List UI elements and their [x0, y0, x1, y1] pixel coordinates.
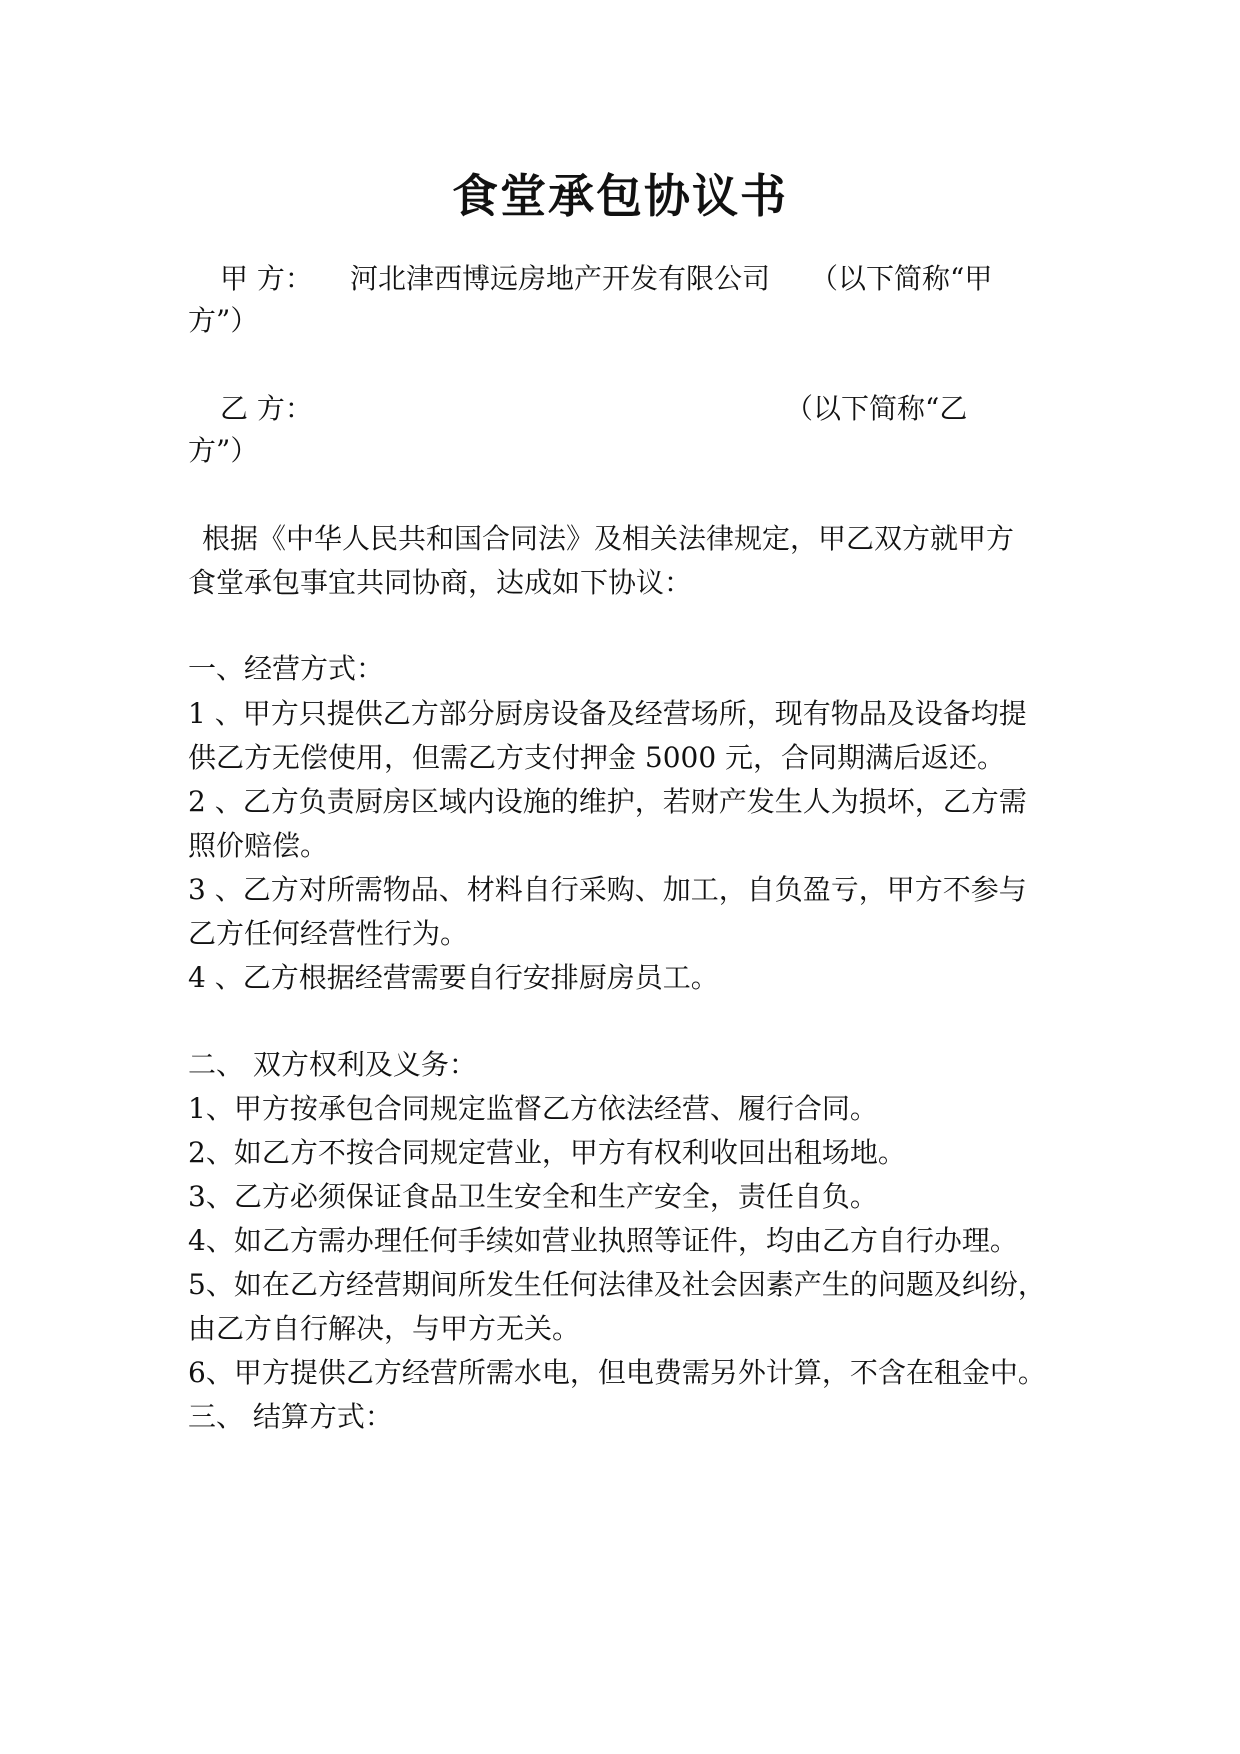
- section2-line-6: 由乙方自行解决，与甲方无关。: [188, 1312, 581, 1345]
- section2-line-2: 2、如乙方不按合同规定营业，甲方有权利收回出租场地。: [188, 1136, 906, 1169]
- party-a-abbr-2: 方”）: [188, 304, 259, 337]
- section1-line-7: 4 、乙方根据经营需要自行安排厨房员工。: [188, 961, 719, 994]
- party-a-name: 河北津西博远房地产开发有限公司: [350, 262, 771, 295]
- party-a-line: [220, 262, 313, 296]
- party-b-abbr-1: （以下简称“乙: [785, 392, 968, 425]
- section1-line-3: 2 、乙方负责厨房区域内设施的维护，若财产发生人为损坏，乙方需: [188, 785, 1027, 818]
- section1-line-6: 乙方任何经营性行为。: [188, 917, 469, 950]
- section1-line-1: 1 、甲方只提供乙方部分厨房设备及经营场所，现有物品及设备均提: [188, 697, 1027, 730]
- section2-line-1: 1、甲方按承包合同规定监督乙方依法经营、履行合同。: [188, 1092, 878, 1125]
- section3-heading: 三、 结算方式：: [188, 1400, 393, 1433]
- section1-heading: 一、经营方式：: [188, 652, 385, 685]
- party-b-abbr-2: 方”）: [188, 434, 259, 467]
- section2-line-5: 5、如在乙方经营期间所发生任何法律及社会因素产生的问题及纠纷，: [188, 1268, 1046, 1301]
- section1-line-2: 供乙方无偿使用，但需乙方支付押金 5000 元，合同期满后返还。: [188, 741, 1006, 774]
- party-a-abbr-1: （以下简称“甲: [810, 262, 993, 295]
- section2-line-3: 3、乙方必须保证食品卫生安全和生产安全，责任自负。: [188, 1180, 878, 1213]
- party-b-label: 乙 方：: [220, 392, 313, 425]
- document-title: 食堂承包协议书: [452, 169, 788, 223]
- section2-line-7: 6、甲方提供乙方经营所需水电，但电费需另外计算，不含在租金中。: [188, 1356, 1046, 1389]
- preamble-line-1: 根据《中华人民共和国合同法》及相关法律规定，甲乙双方就甲方: [202, 522, 1015, 555]
- section1-line-4: 照价赔偿。: [188, 829, 329, 862]
- preamble-line-2: 食堂承包事宜共同协商，达成如下协议：: [188, 566, 693, 599]
- party-a-label: 甲 方：: [220, 262, 313, 295]
- section2-line-4: 4、如乙方需办理任何手续如营业执照等证件，均由乙方自行办理。: [188, 1224, 1018, 1257]
- section1-line-5: 3 、乙方对所需物品、材料自行采购、加工，自负盈亏，甲方不参与: [188, 873, 1027, 906]
- section2-heading: 二、 双方权利及义务：: [188, 1048, 477, 1081]
